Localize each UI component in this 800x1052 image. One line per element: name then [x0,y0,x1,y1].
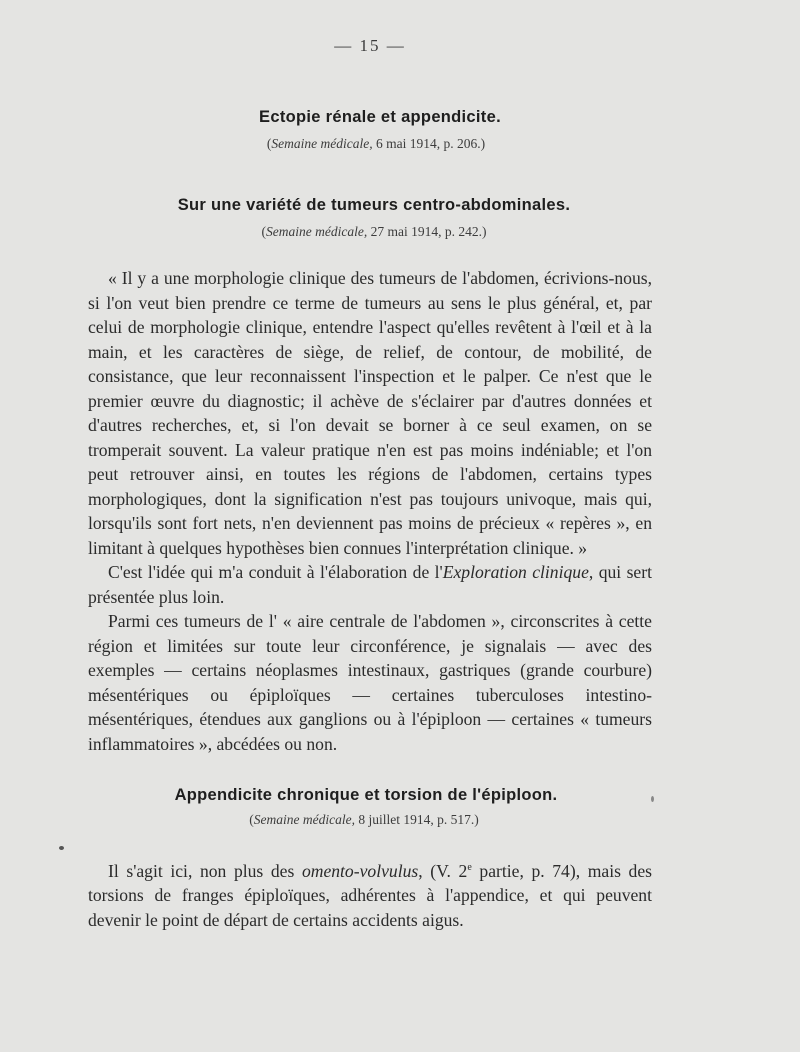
citation-open: ( [261,224,267,239]
section-title-ectopie: Ectopie rénale et appendicite. [259,108,501,126]
paragraph-text: Il s'agit ici, non plus des [108,860,302,881]
paragraph-torsion [88,856,652,932]
citation-source: Semaine médicale, [266,224,368,239]
paragraph-italic: Exploration clinique [442,562,589,582]
paragraph-text: , qui sert présentée plus loin. [88,562,652,607]
section-citation-appendicite [0,812,734,828]
scan-speck [59,846,64,850]
section-title-tumeurs: Sur une variété de tumeurs centro-abdominales. [177,196,571,214]
paragraph-superscript: e [467,862,472,873]
paragraph-italic: omento-volvulus [301,860,419,881]
page-number: — 15 — [334,36,406,55]
citation-details: 8 juillet 1914, p. 517.) [354,812,479,827]
citation-open: ( [266,136,272,151]
paragraph-text: , (V. 2 [418,860,468,881]
section-title-appendicite: Appendicite chronique et torsion de l'épiploon. [174,786,558,804]
scan-speck [651,796,654,802]
paragraph-quote: « Il y a une morphologie clinique des tumeurs de l'abdomen, écrivions-nous, si l'on veut bien prendre ce terme de tumeurs au sens le plus général, et, par celui de morphologie clinique, entendre l'aspect qu'elles revêtent à l'œil et à la main, et les caractères de siège, de relief, de contour, de mobilité, de consistance, que leur reconnaissent l'inspection et le palper. Ce n'est que le premier œuvre du diagnostic; il achève de s'éclairer par d'autres données et d'autres recherches, et, si l'on devait se borner à ce seul examen, on se tromperait souvent. La valeur pratique n'en est pas moins indéniable; et l'on peut retrouver ainsi, en toutes les régions de l'abdomen, certains types morphologiques, dont la signification n'est pas toujours univoque, mais qui, lorsqu'ils sont fort nets, n'en deviennent pas moins de précieux « repères », en limitant à quelques hypothèses bien connues l'interprétation clinique. » [88,268,652,558]
section-citation-ectopie [6,136,746,152]
paragraph-tumeurs-aire: Parmi ces tumeurs de l' « aire centrale de l'abdomen », circonscrites à cette région et limitées sur toute leur circonférence, je signalais — avec des exemples — certains néoplasmes intestinaux, gastriques (grande courbure) mésentériques ou épiploïques — certaines tuberculoses intestino-mésentériques, étendues aux ganglions ou à l'épiploon — certaines « tumeurs inflammatoires », abcédées ou non. [88,611,652,754]
paragraph-text: partie, p. 74), mais des torsions de franges épiploïques, adhérentes à l'appendice, et qui peuvent devenir le point de départ de certains accidents aigus. [88,860,652,930]
citation-source: Semaine médicale, [271,136,373,151]
section-citation-tumeurs [4,224,744,240]
paragraph-text: C'est l'idée qui m'a conduit à l'élaboration de l' [108,562,443,582]
paragraph-exploration [88,560,652,609]
citation-source: Semaine médicale, [253,812,355,827]
citation-details: 27 mai 1914, p. 242.) [367,224,487,239]
section-body-appendicite [88,856,652,932]
section-body-tumeurs [88,266,652,756]
citation-open: ( [249,812,254,827]
citation-details: 6 mai 1914, p. 206.) [372,136,486,151]
